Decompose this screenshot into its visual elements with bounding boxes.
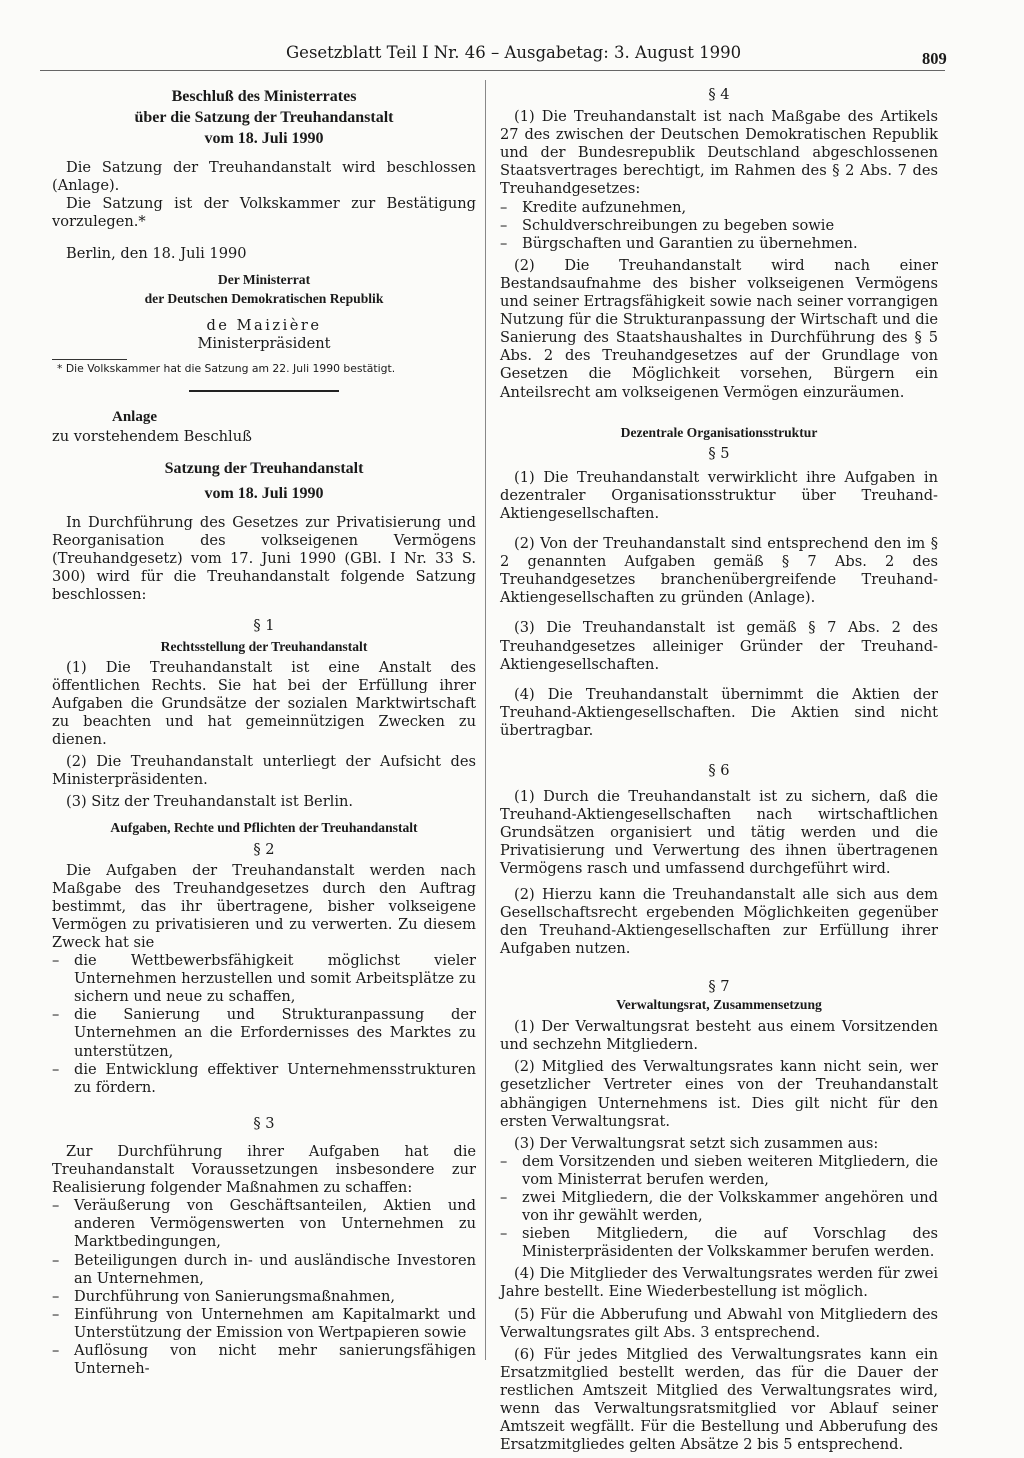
section-number: § 6 (708, 762, 730, 779)
signer-role: Ministerpräsident (197, 334, 331, 352)
list-item-text: die Wettbewerbsfähigkeit möglichst vieler Unternehmen herzustellen und somit Arbeitsplätze zu sichern und neue zu schaffen, (74, 952, 476, 1006)
section-number: § 7 (708, 977, 730, 995)
beschluss-title-line: über die Satzung der Treuhandanstalt (134, 109, 394, 126)
beschluss-paragraph: Die Satzung ist der Volkskammer zur Bestätigung vorzulegen.* (52, 195, 476, 231)
beschluss-paragraph: Die Satzung der Treuhandanstalt wird beschlossen (Anlage). (52, 159, 476, 195)
left-column (52, 86, 476, 1378)
right-column (500, 86, 938, 1458)
paragraph: (4) Die Mitglieder des Verwaltungsrates werden für zwei Jahre bestellt. Eine Wiederbestellung ist möglich. (500, 1265, 938, 1301)
satzung-intro: In Durchführung des Gesetzes zur Privatisierung und Reorganisation des volkseigenen Vermögens (Treuhandgesetz) vom 17. Juni 1990 (GBl. I Nr. 33 S. 300) wird für die Treuhandanstalt folgende Satzung beschlossen: (52, 514, 476, 604)
paragraph: (3) Der Verwaltungsrat setzt sich zusammen aus: (514, 1134, 879, 1152)
column-divider (485, 80, 486, 1360)
list-item: – die Sanierung und Strukturanpassung der Unternehmen an die Erfordernisses des Marktes zu unterstützen, (52, 1006, 476, 1060)
section-number: § 2 (253, 840, 275, 858)
list-item-text: zwei Mitgliedern, die der Volkskammer angehören und von ihr gewählt werden, (522, 1188, 938, 1225)
list-item: – Schuldverschreibungen zu begeben sowie (500, 217, 938, 235)
satzung-date: vom 18. Juli 1990 (204, 485, 324, 503)
list-item-text: sieben Mitgliedern, die auf Vorschlag des Ministerpräsidenten der Volkskammer berufen werden. (522, 1225, 938, 1261)
paragraph: (3) Die Treuhandanstalt ist gemäß § 7 Abs. 2 des Treuhandgesetzes alleiniger Gründer der Treuhand-Aktiengesellschaften. (500, 619, 938, 673)
list-item-text: Beteiligungen durch in- und ausländische Investoren an Unternehmen, (74, 1251, 476, 1287)
list-item-text: Bürgschaften und Garantien zu übernehmen. (522, 234, 858, 252)
list-item-text: Einführung von Unternehmen am Kapitalmarkt und Unterstützung der Emission von Wertpapieren sowie (74, 1305, 476, 1341)
signer-org: Der Ministerrat (217, 272, 311, 288)
signer-name: de Maizière (206, 316, 322, 334)
header-title: Gesetzblatt Teil I Nr. 46 – Ausgabetag: 3. August 1990 (286, 43, 742, 62)
list-item: – Einführung von Unternehmen am Kapitalmarkt und Unterstützung der Emission von Wertpapieren sowie (52, 1305, 476, 1341)
list-item: – die Wettbewerbsfähigkeit möglichst vieler Unternehmen herzustellen und somit Arbeitsplätze zu sichern und neue zu schaffen, (52, 952, 476, 1006)
paragraph: Zur Durchführung ihrer Aufgaben hat die Treuhandanstalt Voraussetzungen insbesondere zur Realisierung folgender Maßnahmen zu schaffen: (52, 1142, 476, 1197)
list-item-text: Schuldverschreibungen zu begeben sowie (522, 216, 835, 234)
section-number: § 4 (708, 86, 730, 103)
list-item: – Veräußerung von Geschäftsanteilen, Aktien und anderen Vermögenswerten von Unternehmen zu Marktbedingungen, (52, 1197, 476, 1251)
list-item: – zwei Mitgliedern, die der Volkskammer angehören und von ihr gewählt werden, (500, 1188, 938, 1225)
anlage-heading: Anlage (112, 408, 157, 425)
paragraph: (3) Sitz der Treuhandanstalt ist Berlin. (66, 793, 354, 811)
satzung-title: Satzung der Treuhandanstalt (164, 460, 364, 478)
paragraph: (6) Für jedes Mitglied des Verwaltungsrates kann ein Ersatzmitglied bestellt werden, das für die Dauer der restlichen Amtszeit Mitglied des Verwaltungsrates wird, wenn das Verwaltungsratsmitglied vor Ablauf seiner Amtszeit wegfällt. Für die Bestellung und Abberufung des Ersatzmitgliedes gelten Absätze 2 bis 5 entsprechend. (500, 1345, 938, 1454)
list-item-text: Auflösung von nicht mehr sanierungsfähigen Unterneh- (74, 1341, 476, 1378)
section-number: § 3 (253, 1114, 275, 1132)
section-title: Rechtsstellung der Treuhandanstalt (160, 638, 368, 654)
paragraph: (1) Der Verwaltungsrat besteht aus einem Vorsitzenden und sechzehn Mitgliedern. (500, 1018, 938, 1054)
paragraph: (1) Die Treuhandanstalt ist eine Anstalt des öffentlichen Rechts. Sie hat bei der Erfüllung ihrer Aufgaben die Grundsätze der sozialen Marktwirtschaft zu beachten und hat gemeinnützigen Zwecken zu dienen. (52, 658, 476, 749)
list-item: – sieben Mitgliedern, die auf Vorschlag des Ministerpräsidenten der Volkskammer berufen werden. (500, 1225, 938, 1261)
paragraph: (2) Von der Treuhandanstalt sind entsprechend den im § 2 genannten Aufgaben gemäß § 7 Abs. 2 des Treuhandgesetzes branchenübergreifende Treuhand-Aktiengesellschaften zu gründen (Anlage). (500, 535, 938, 607)
paragraph: (2) Mitglied des Verwaltungsrates kann nicht sein, wer gesetzlicher Vertreter eines von der Treuhandanstalt abhängigen Unternehmens ist. Dies gilt nicht für den ersten Verwaltungsrat. (500, 1058, 938, 1130)
list-item: – Beteiligungen durch in- und ausländische Investoren an Unternehmen, (52, 1251, 476, 1287)
section-title: Aufgaben, Rechte und Pflichten der Treuhandanstalt (110, 820, 418, 836)
anlage-text: zu vorstehendem Beschluß (52, 427, 252, 445)
paragraph: (4) Die Treuhandanstalt übernimmt die Aktien der Treuhand-Aktiengesellschaften. Die Aktien sind nicht übertragbar. (500, 685, 938, 739)
footnote-rule (52, 359, 127, 360)
paragraph: (2) Hierzu kann die Treuhandanstalt alle sich aus dem Gesellschaftsrecht ergebenden Möglichkeiten gegenüber den Treuhand-Aktiengesellschaften zur Erfüllung ihrer Aufgaben nutzen. (500, 885, 938, 957)
list-item: – dem Vorsitzenden und sieben weiteren Mitgliedern, die vom Ministerrat berufen werden, (500, 1152, 938, 1188)
list-item: – die Entwicklung effektiver Unternehmensstrukturen zu fördern. (52, 1060, 476, 1096)
paragraph: (1) Die Treuhandanstalt verwirklicht ihre Aufgaben in dezentraler Organisationsstruktur über Treuhand-Aktiengesellschaften. (500, 468, 938, 522)
paragraph: (2) Die Treuhandanstalt unterliegt der Aufsicht des Ministerpräsidenten. (52, 753, 476, 789)
page-number: 809 (922, 49, 947, 68)
section-rule (189, 390, 339, 392)
section-title: Verwaltungsrat, Zusammensetzung (616, 997, 822, 1013)
list-item-text: die Entwicklung effektiver Unternehmensstrukturen zu fördern. (74, 1060, 476, 1096)
paragraph: (1) Durch die Treuhandanstalt ist zu sichern, daß die Treuhand-Aktiengesellschaften nach wirtschaftlichen Grundsätzen organisiert und tätig werden und die Privatisierung und Verwertung des ihnen übertragenen Vermögens rasch und umfassend durchgeführt wird. (500, 788, 938, 878)
list-item-text: Veräußerung von Geschäftsanteilen, Aktien und anderen Vermögenswerten von Unternehmen zu Marktbedingungen, (74, 1197, 476, 1251)
list-item-text: die Sanierung und Strukturanpassung der Unternehmen an die Erfordernisses des Marktes zu unterstützen, (74, 1006, 476, 1060)
page-header (60, 44, 960, 70)
header-rule (40, 70, 945, 71)
list-item-text: Kredite aufzunehmen, (522, 198, 687, 216)
list-item: – Durchführung von Sanierungsmaßnahmen, (52, 1288, 476, 1306)
paragraph: Die Aufgaben der Treuhandanstalt werden nach Maßgabe des Treuhandgesetzes durch den Auftrag bestimmt, das ihr übertragene, bisher volkseigene Vermögen zu privatisieren und zu verwerten. Zu diesem Zweck hat sie (52, 861, 476, 951)
section-title: Dezentrale Organisationsstruktur (620, 424, 818, 440)
paragraph: (1) Die Treuhandanstalt ist nach Maßgabe des Artikels 27 des zwischen der Deutschen Demokratischen Republik und der Bundesrepublik Deutschland abgeschlossenen Staatsvertrages berechtigt, im Rahmen des § 2 Abs. 7 des Treuhandgesetzes: (500, 108, 938, 198)
beschluss-title-line: Beschluß des Ministerrates (171, 88, 357, 105)
signer-org: der Deutschen Demokratischen Republik (144, 290, 384, 306)
list-item-text: Durchführung von Sanierungsmaßnahmen, (74, 1287, 395, 1305)
section-number: § 5 (708, 444, 730, 462)
beschluss-title-line: vom 18. Juli 1990 (204, 130, 324, 147)
list-item: – Bürgschaften und Garantien zu übernehmen. (500, 235, 938, 253)
paragraph: (2) Die Treuhandanstalt wird nach einer Bestandsaufnahme des bisher volkseigenen Vermögens und seiner Ertragsfähigkeit sowie nach seiner vorrangigen Nutzung für die Strukturanpassung der Wirtschaft und die Sanierung des Staatshaushaltes in Durchführung des § 5 Abs. 2 des Treuhandgesetzes auf der Grundlage von Gesetzen die Möglichkeit vorsehen, Bürgern ein Anteilsrecht am volkseigenen Vermögen einzuräumen. (500, 256, 938, 401)
paragraph: (5) Für die Abberufung und Abwahl von Mitgliedern des Verwaltungsrates gilt Abs. 3 entsprechend. (500, 1305, 938, 1341)
footnote: * Die Volkskammer hat die Satzung am 22. Juli 1990 bestätigt. (57, 361, 396, 375)
place-date: Berlin, den 18. Juli 1990 (66, 245, 247, 263)
section-number: § 1 (253, 616, 275, 634)
list-item-text: dem Vorsitzenden und sieben weiteren Mitgliedern, die vom Ministerrat berufen werden, (522, 1152, 938, 1188)
beschluss-title (52, 86, 476, 149)
list-item: – Auflösung von nicht mehr sanierungsfähigen Unterneh- (52, 1341, 476, 1378)
list-item: – Kredite aufzunehmen, (500, 199, 938, 217)
